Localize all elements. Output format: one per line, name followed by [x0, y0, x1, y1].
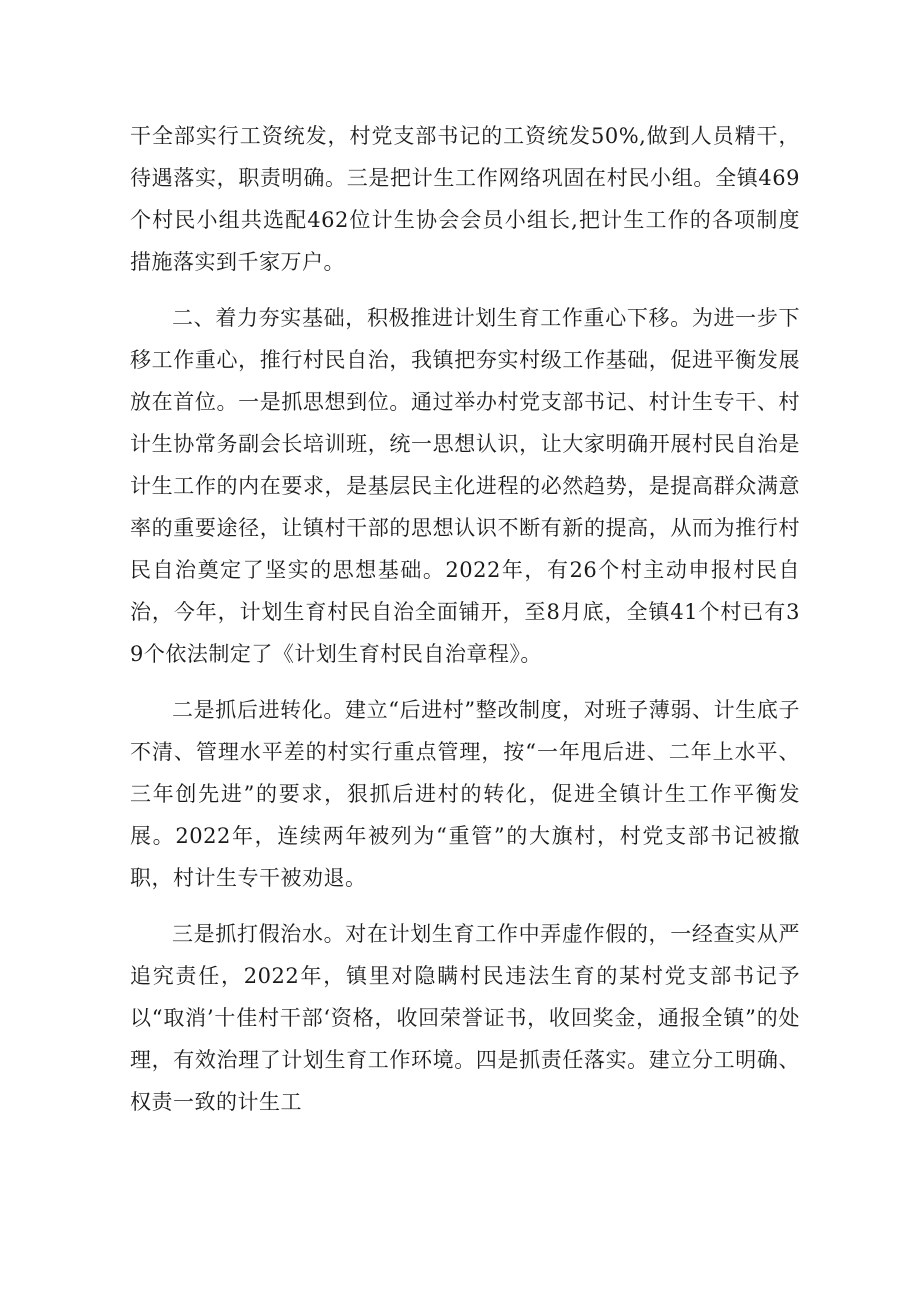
document-body: [130, 115, 800, 1123]
paragraph-continuation: 干全部实行工资统发，村党支部书记的工资统发50%,做到人员精干，待遇落实，职责明确。三是把计生工作网络巩固在村民小组。全镇469个村民小组共选配462位计生协会会员小组长,把计生工作的各项制度措施落实到千家万户。: [130, 124, 800, 274]
paragraph-backward-conversion: 二是抓后进转化。建立“后进村”整改制度，对班子薄弱、计生底子不清、管理水平差的村实行重点管理，按“一年甩后进、二年上水平、三年创先进”的要求，狠抓后进村的转化，促进全镇计生工作平衡发展。2022年，连续两年被列为“重管”的大旗村，村党支部书记被撤职，村计生专干被劝退。: [130, 698, 800, 890]
paragraph-section-two: 二、着力夯实基础，积极推进计划生育工作重心下移。为进一步下移工作重心，推行村民自治，我镇把夯实村级工作基础，促进平衡发展放在首位。一是抓思想到位。通过举办村党支部书记、村计生专干、村计生协常务副会长培训班，统一思想认识，让大家明确开展村民自治是计生工作的内在要求，是基层民主化进程的必然趋势，是提高群众满意率的重要途径，让镇村干部的思想认识不断有新的提高，从而为推行村民自治奠定了坚实的思想基础。2022年，有26个村主动申报村民自治，今年，计划生育村民自治全面铺开，至8月底，全镇41个村已有39个依法制定了《计划生育村民自治章程》。: [130, 306, 800, 666]
paragraph-anti-fraud: 三是抓打假治水。对在计划生育工作中弄虚作假的，一经查实从严追究责任，2022年，镇里对隐瞒村民违法生育的某村党支部书记予以“取消’十佳村干部‘资格，收回荣誉证书，收回奖金，通报全镇”的处理，有效治理了计划生育工作环境。四是抓责任落实。建立分工明确、权责一致的计生工: [130, 922, 800, 1114]
